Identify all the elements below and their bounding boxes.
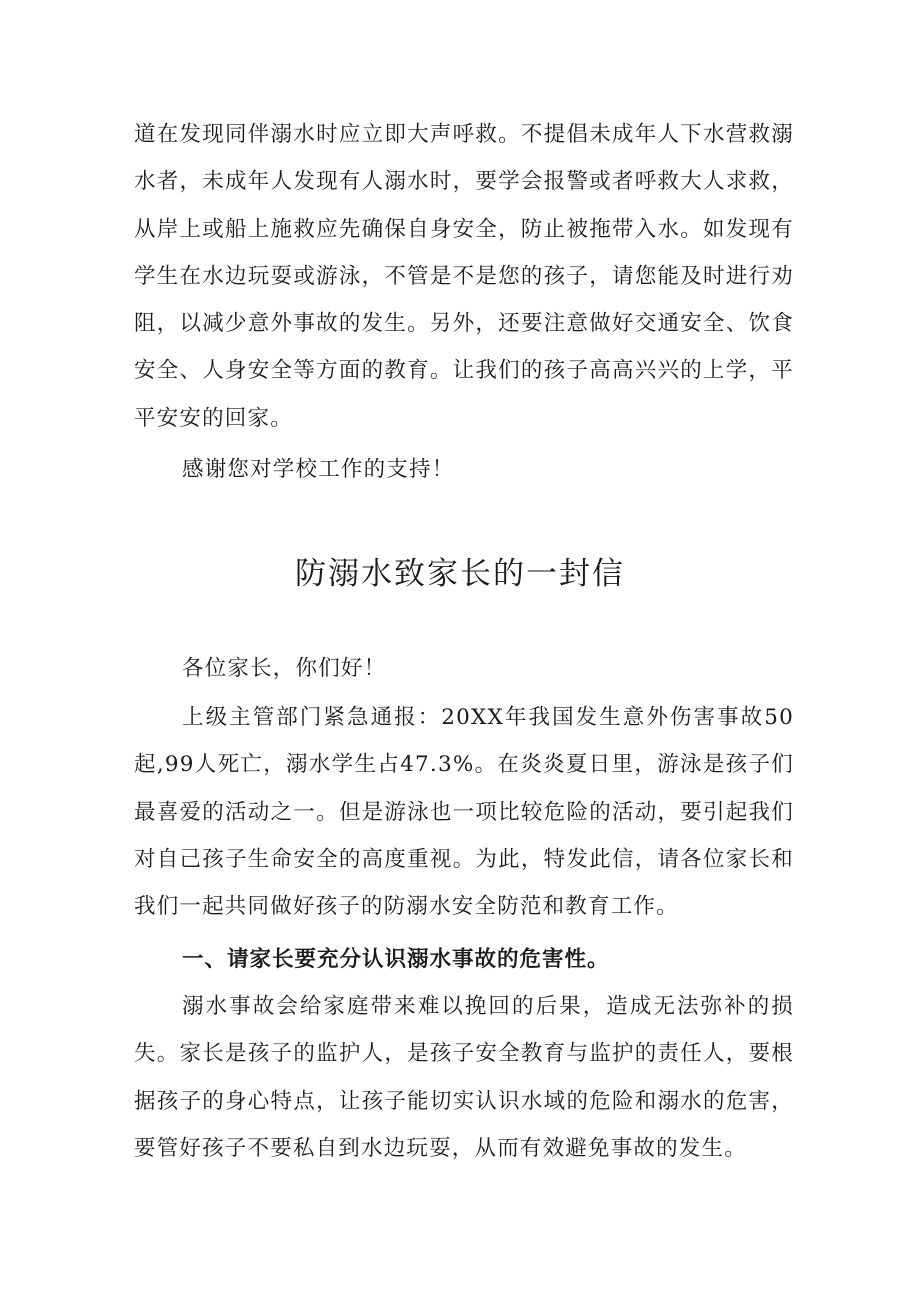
thanks-line: 感谢您对学校工作的支持！ [182,457,455,482]
greeting: 各位家长，你们好！ [182,656,387,681]
letter-title: 防溺水致家长的一封信 [295,556,625,592]
intro-paragraph: 上级主管部门紧急通报：20XX年我国发生意外伤害事故50起,99人死亡，溺水学生占47.3%。在炎炎夏日里，游泳是孩子们最喜爱的活动之一。但是游泳也一项比较危险的活动，要引起我们对自己孩子生命安全的高度重视。为此，特发此信，请各位家长和我们一起共同做好孩子的防溺水安全防范和教育工作。 [134,705,794,920]
section-paragraph: 溺水事故会给家庭带来难以挽回的后果，造成无法弥补的损失。家长是孩子的监护人，是孩子安全教育与监护的责任人，要根据孩子的身心特点，让孩子能切实认识水域的危险和溺水的危害，要管好孩子不要私自到水边玩耍，从而有效避免事故的发生。 [134,994,794,1161]
continuation-paragraph: 道在发现同伴溺水时应立即大声呼救。不提倡未成年人下水营救溺水者，未成年人发现有人溺水时，要学会报警或者呼救大人求救，从岸上或船上施救应先确保自身安全，防止被拖带入水。如发现有学生在水边玩耍或游泳，不管是不是您的孩子，请您能及时进行劝阻，以减少意外事故的发生。另外，还要注意做好交通安全、饮食安全、人身安全等方面的教育。让我们的孩子高高兴兴的上学，平平安安的回家。 [134,122,794,431]
section-heading: 一、请家长要充分认识溺水事故的危害性。 [182,947,610,972]
